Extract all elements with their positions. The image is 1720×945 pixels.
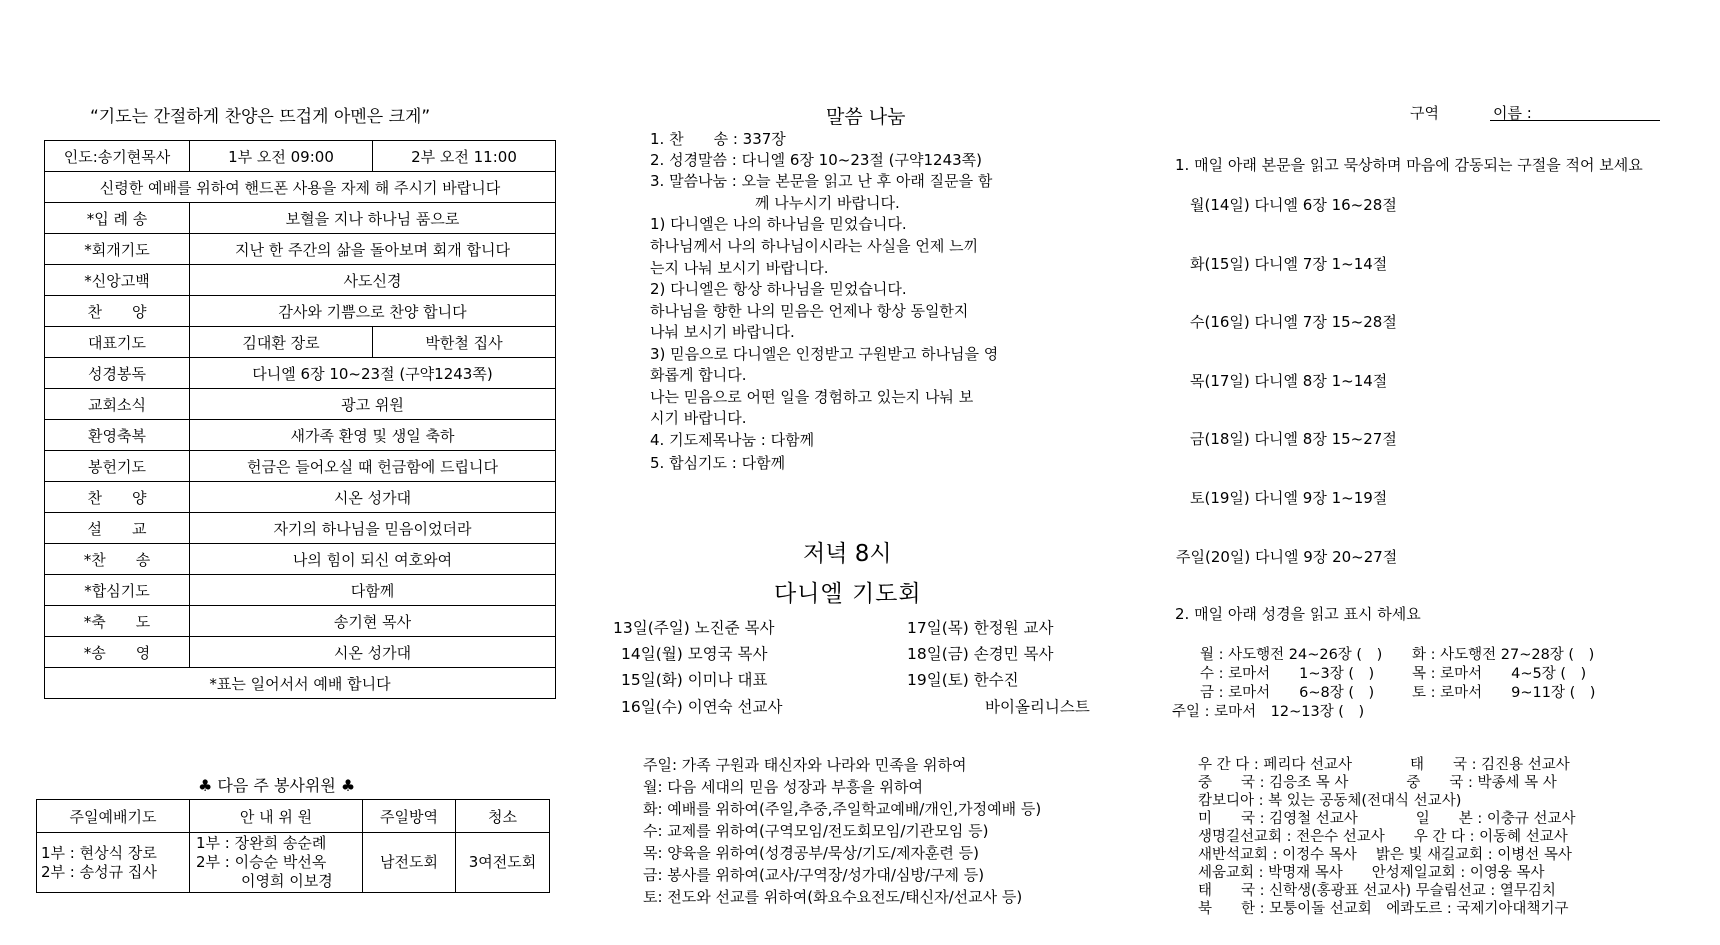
prayer-topic: 수: 교제를 위하여(구역모임/전도회모임/기관모임 등) (643, 822, 989, 840)
row-value: 사도신경 (190, 265, 556, 296)
sharing-line: 1. 찬 송 : 337장 (650, 130, 786, 148)
name-blank-line (1490, 120, 1660, 121)
table-row (45, 420, 556, 451)
row-value: 다니엘 6장 10~23절 (구약1243쪽) (190, 358, 556, 389)
reading-check: 토 : 로마서 9~11장 ( ) (1412, 685, 1596, 701)
row-value: 자기의 하나님을 믿음이었더라 (190, 513, 556, 544)
row-label: 대표기도 (45, 327, 190, 358)
row-value: 다함께 (190, 575, 556, 606)
vol-header: 안 내 위 원 (190, 800, 363, 833)
daily-reading: 금(18일) 다니엘 8장 15~27절 (1190, 430, 1397, 448)
prayer-line: 1부 : 현상식 장로 (41, 843, 157, 862)
vol-header: 주일방역 (363, 800, 456, 833)
row-label: *입 례 송 (45, 203, 190, 234)
row-value: 시온 성가대 (190, 637, 556, 668)
daily-reading: 수(16일) 다니엘 7장 15~28절 (1190, 313, 1397, 331)
row-label: *회개기도 (45, 234, 190, 265)
prayer-topic: 토: 전도와 선교를 위하여(화요수요전도/태신자/선교사 등) (643, 888, 1023, 906)
row-label: 설 교 (45, 513, 190, 544)
row-label: 성경봉독 (45, 358, 190, 389)
sharing-line: 3. 말씀나눔 : 오늘 본문을 읽고 난 후 아래 질문을 함 (650, 172, 993, 190)
schedule-item: 19일(토) 한수진 (907, 671, 1019, 689)
row-value: 광고 위원 (190, 389, 556, 420)
schedule-item: 17일(목) 한정원 교사 (907, 619, 1054, 637)
reading-check: 수 : 로마서 1~3장 ( ) (1200, 666, 1375, 682)
sharing-line: 2) 다니엘은 항상 하나님을 믿었습니다. (650, 280, 907, 298)
sharing-line: 화롭게 합니다. (650, 366, 747, 384)
ward-label: 구역 (1410, 104, 1439, 122)
row-value: 송기현 목사 (190, 606, 556, 637)
table-row (45, 451, 556, 482)
row-label: 환영축복 (45, 420, 190, 451)
prayer-topic: 주일: 가족 구원과 태신자와 나라와 민족을 위하여 (643, 756, 967, 774)
table-row (45, 513, 556, 544)
row-label: 봉헌기도 (45, 451, 190, 482)
table-row (45, 606, 556, 637)
table-row (45, 296, 556, 327)
table-row (45, 575, 556, 606)
table-row (45, 265, 556, 296)
sharing-line: 5. 합심기도 : 다함께 (650, 454, 786, 472)
row-value: 보혈을 지나 하나님 품으로 (190, 203, 556, 234)
schedule-item: 바이올리니스트 (985, 698, 1090, 716)
volunteers-table (36, 799, 550, 893)
sharing-line: 는지 나눠 보시기 바랍니다. (650, 259, 829, 277)
schedule-item: 18일(금) 손경민 목사 (907, 645, 1054, 663)
table-row (45, 203, 556, 234)
reading-check: 목 : 로마서 4~5장 ( ) (1412, 666, 1587, 682)
evening-prayer-title: 다니엘 기도회 (774, 581, 922, 607)
volunteers-title: ♣ 다음 주 봉사위원 ♣ (198, 776, 356, 795)
sharing-line: 께 나누시기 바랍니다. (650, 194, 900, 212)
service2-cell: 2부 오전 11:00 (372, 141, 555, 172)
missionary-line: 캄보디아 : 복 있는 공동체(전대식 선교사) (1198, 793, 1462, 809)
prayer-cell (37, 833, 190, 893)
prayer-topic: 월: 다음 세대의 믿음 성장과 부흥을 위하여 (643, 778, 923, 796)
table-row (45, 141, 556, 172)
motto: “기도는 간절하게 찬양은 뜨겁게 아멘은 크게” (90, 107, 431, 127)
table-row (45, 172, 556, 203)
sermon-sharing-title: 말씀 나눔 (826, 106, 906, 128)
row-label: *합심기도 (45, 575, 190, 606)
row-value: 김대환 장로 (190, 327, 373, 358)
prayer-topic: 화: 예배를 위하여(주일,추중,주일학교예배/개인,가정예배 등) (643, 800, 1042, 818)
reading-check: 월 : 사도행전 24~26장 ( ) (1200, 647, 1383, 663)
service1-cell: 1부 오전 09:00 (190, 141, 373, 172)
prayer-line: 2부 : 송성규 집사 (41, 862, 157, 881)
sharing-line: 3) 믿음으로 다니엘은 인정받고 구원받고 하나님을 영 (650, 345, 999, 363)
vol-header: 청소 (456, 800, 550, 833)
quarantine-cell: 남전도회 (363, 833, 456, 893)
notice-cell: 신령한 예배를 위하여 핸드폰 사용을 자제 해 주시기 바랍니다 (45, 172, 556, 203)
name-label: 이름 : (1493, 104, 1532, 122)
daily-reading: 목(17일) 다니엘 8장 1~14절 (1190, 372, 1388, 390)
missionary-line: 북 한 : 모퉁이돌 선교회 에콰도르 : 국제기아대책기구 (1198, 901, 1569, 917)
table-row (45, 358, 556, 389)
sharing-line: 4. 기도제목나눔 : 다함께 (650, 431, 815, 449)
daily-reading: 화(15일) 다니엘 7장 1~14절 (1190, 255, 1388, 273)
table-row (45, 327, 556, 358)
missionary-line: 새반석교회 : 이정수 목사 밝은 빛 새길교회 : 이병선 목사 (1198, 847, 1572, 863)
sharing-line: 하나님께서 나의 하나님이시라는 사실을 언제 느끼 (650, 237, 979, 255)
row-value: 나의 힘이 되신 여호와여 (190, 544, 556, 575)
standing-note: *표는 일어서서 예배 합니다 (45, 668, 556, 699)
prayer-topic: 목: 양육을 위하여(성경공부/묵상/기도/제자훈련 등) (643, 844, 980, 862)
instruction-2: 2. 매일 아래 성경을 읽고 표시 하세요 (1175, 605, 1421, 623)
missionary-line: 생명길선교회 : 전은수 선교사 우 간 다 : 이동혜 선교사 (1198, 829, 1568, 845)
guide-cell (190, 833, 363, 893)
sharing-line: 하나님을 향한 나의 믿음은 언제나 항상 동일한지 (650, 302, 969, 320)
row-value: 헌금은 들어오실 때 헌금함에 드립니다 (190, 451, 556, 482)
guide-line: 2부 : 이승순 박선옥 (196, 853, 327, 871)
daily-reading: 주일(20일) 다니엘 9장 20~27절 (1176, 548, 1398, 566)
worship-order-table (44, 140, 556, 699)
vol-header: 주일예배기도 (37, 800, 190, 833)
missionary-line: 태 국 : 신학생(홍광표 선교사) 무슬림선교 : 열무김치 (1198, 883, 1556, 899)
guide-line: 1부 : 장완희 송순례 (196, 834, 327, 852)
instruction-1: 1. 매일 아래 본문을 읽고 묵상하며 마음에 감동되는 구절을 적어 보세요 (1175, 156, 1643, 174)
row-value: 시온 성가대 (190, 482, 556, 513)
table-row (45, 637, 556, 668)
reading-check: 금 : 로마서 6~8장 ( ) (1200, 685, 1375, 701)
schedule-item: 14일(월) 모영국 목사 (621, 645, 768, 663)
daily-reading: 월(14일) 다니엘 6장 16~28절 (1190, 196, 1397, 214)
table-row (45, 482, 556, 513)
table-row (37, 800, 550, 833)
schedule-item: 16일(수) 이연숙 선교사 (621, 698, 783, 716)
reading-check: 화 : 사도행전 27~28장 ( ) (1412, 647, 1595, 663)
guide-line: 이영희 이보경 (196, 872, 333, 890)
row-value: 새가족 환영 및 생일 축하 (190, 420, 556, 451)
table-row (45, 544, 556, 575)
row-label: *축 도 (45, 606, 190, 637)
missionary-line: 미 국 : 김영철 선교사 일 본 : 이충규 선교사 (1198, 811, 1576, 827)
row-label: *찬 송 (45, 544, 190, 575)
schedule-item: 13일(주일) 노진준 목사 (613, 619, 775, 637)
missionary-line: 중 국 : 김응조 목 사 중 국 : 박종세 목 사 (1198, 775, 1557, 791)
missionary-line: 우 간 다 : 페리다 선교사 태 국 : 김진용 선교사 (1198, 757, 1570, 773)
table-row (45, 389, 556, 420)
row-label: *송 영 (45, 637, 190, 668)
row-label: *신앙고백 (45, 265, 190, 296)
sharing-line: 나눠 보시기 바랍니다. (650, 323, 795, 341)
sharing-line: 나는 믿음으로 어떤 일을 경험하고 있는지 나눠 보 (650, 388, 974, 406)
schedule-item: 15일(화) 이미나 대표 (621, 671, 768, 689)
sharing-line: 시기 바랍니다. (650, 409, 747, 427)
reading-check: 주일 : 로마서 12~13장 ( ) (1172, 704, 1365, 720)
leader-cell: 인도:송기현목사 (45, 141, 190, 172)
cleaning-cell: 3여전도회 (456, 833, 550, 893)
table-row (37, 833, 550, 893)
prayer-topic: 금: 봉사를 위하여(교사/구역장/성가대/심방/구제 등) (643, 866, 985, 884)
row-value: 감사와 기쁨으로 찬양 합니다 (190, 296, 556, 327)
row-label: 교회소식 (45, 389, 190, 420)
daily-reading: 토(19일) 다니엘 9장 1~19절 (1190, 489, 1388, 507)
missionary-line: 세움교회 : 박명재 목사 안성제일교회 : 이영웅 목사 (1198, 865, 1545, 881)
sharing-line: 1) 다니엘은 나의 하나님을 믿었습니다. (650, 215, 907, 233)
row-value-2: 박한철 집사 (372, 327, 555, 358)
sharing-line: 2. 성경말씀 : 다니엘 6장 10~23절 (구약1243쪽) (650, 151, 983, 169)
row-label: 찬 양 (45, 296, 190, 327)
row-label: 찬 양 (45, 482, 190, 513)
row-value: 지난 한 주간의 삶을 돌아보며 회개 합니다 (190, 234, 556, 265)
evening-time: 저녁 8시 (803, 541, 892, 567)
table-row (45, 234, 556, 265)
table-row (45, 668, 556, 699)
